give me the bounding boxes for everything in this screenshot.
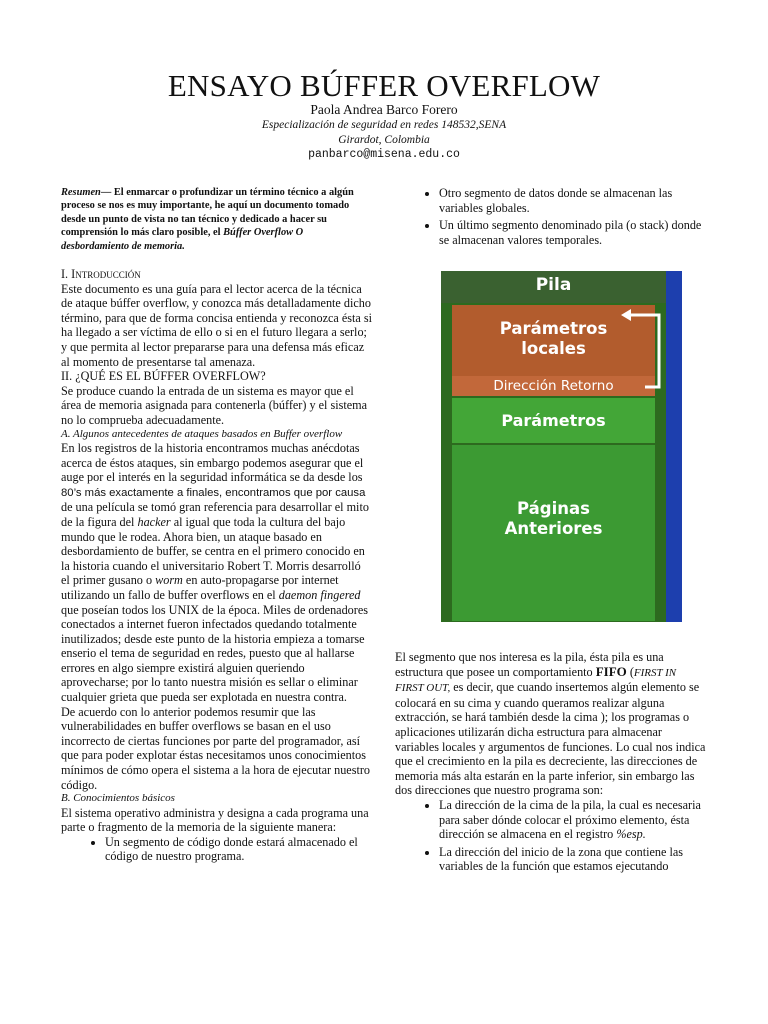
term-fifo: FIFO <box>595 663 627 679</box>
section-heading-2: II. ¿QUÉ ES EL BÚFFER OVERFLOW? <box>61 369 266 384</box>
list-item: • Un último segmento denominado pila (o stack) donde se almacenan valores temporales. <box>439 218 706 247</box>
arrow-icon <box>621 307 665 389</box>
text-run: en auto-propagarse por internet utilizando un fallo de buffer overflows en el <box>61 573 339 602</box>
text-run: El segmento que nos interesa es la pila, ésta pila es una estructura que posee un comportamiento <box>395 650 664 679</box>
term-daemon: daemon fingered <box>278 587 361 602</box>
term-fifo-full: FIRST IN FIRST OUT, <box>395 666 677 695</box>
subsectionA-paragraph-2: De acuerdo con lo anterior podemos resumir que las vulnerabilidades en buffer overflows se basan en el uso incorrecto de ciertas funciones por parte del programador, así que para poder explotar éstas necesitamos unos conocimientos mínimos de cómo opera el sistema a la hora de ejecutar nuestro código. <box>61 704 370 792</box>
text-run: que poseían todos los UNIX de la época. Miles de ordenadores conectados a internet fueron infectados quedando totalmente inutilizados; desde este punto de la historia empieza a tomarse enserio el tema de seguridad en redes, puesto que al hallarse errores en algo siempre existirá alguien queriendo aprovecharse; por lo tanto nuestra misión es sellar o eliminar cualquier grieta que pueda ser explotada en nuestra contra. <box>61 602 368 705</box>
list-item: • Otro segmento de datos donde se almacenan las variables globales. <box>439 186 706 215</box>
term-worm: worm <box>155 573 183 588</box>
abstract-label: Resumen <box>61 187 101 198</box>
bullet-list <box>395 798 706 874</box>
label-parametros: Parámetros <box>501 411 606 430</box>
text-run: 80’s más exactamente a finales, encontramos que por causa <box>61 486 366 499</box>
label-anteriores: Páginas Anteriores <box>504 499 603 538</box>
subsectionA-paragraph-1 <box>61 441 372 705</box>
text-run: ( <box>626 664 634 679</box>
right-column-lower <box>395 650 706 877</box>
left-column <box>61 186 372 867</box>
author-email: panbarco@misena.edu.co <box>308 148 460 161</box>
location: Girardot, Colombia <box>338 134 430 146</box>
section-number: I. <box>61 267 72 282</box>
register-esp: %esp. <box>616 827 646 842</box>
stack-paragraph <box>395 650 706 798</box>
list-item: • La dirección del inicio de la zona que contiene las variables de la función que estamos ejecutando <box>439 845 706 874</box>
text-run: es decir, que cuando insertemos algún elemento se colocará en su cima y cuando queramos realizar alguna extracción, se hará también desde la cima ); los programas o aplicaciones utilizarán dicha estructura para almacenar variables locales y argumentos de funciones. Lo cual nos indica que el crecimiento en la pila es decreciente, las direcciones de memoria más alta estarán en la parte inferior, sin embargo las dos direcciones que nuestro programa son: <box>395 680 706 798</box>
intro-paragraph: Este documento es una guía para el lector acerca de la técnica de ataque búffer overflow, y conozca más detalladamente dicho término, para que de forma concisa entienda y reconozca ésta si ha llegado a ser víctima de ello o si en el futuro llegara a serlo; y que permita al lector prepararse para una defensa más eficaz al momento de presentarse tal amenaza. <box>61 281 372 369</box>
label-pila: Pila <box>535 275 572 295</box>
stack-diagram-figure <box>441 271 682 622</box>
text-run: al igual que toda la cultura del bajo mundo que le rodea. Ahora bien, un ataque basado en desbordamiento de buffer, se centra en el primero conocido en la historia cuando el universitario Robert T. Morris desarrolló el primer gusano o <box>61 514 365 588</box>
label-retorno: Dirección Retorno <box>493 378 614 394</box>
abstract <box>61 186 372 253</box>
bullet-list <box>395 186 706 247</box>
stack-diagram <box>441 271 666 622</box>
section2-paragraph: Se produce cuando la entrada de un sistema es mayor que el área de memoria asignada para contenerla (búffer) y el sistema no lo comprueba adecuadamente. <box>61 383 368 427</box>
bullet-list <box>61 835 372 864</box>
list-item <box>439 798 706 842</box>
text-run: La dirección de la cima de la pila, la cual es necesaria para saber dónde colocar el próximo elemento, ésta dirección se almacena en el registro <box>439 797 701 842</box>
abstract-text: — El enmarcar o profundizar un término técnico a algún proceso se nos es muy importante, he aquí un documento tomado desde un punto de vista no tan técnico y dedicado a hacer su comprensión lo más claro posible, el <box>61 187 354 239</box>
subsectionB-paragraph: El sistema operativo administra y designa a cada programa una parte o fragmento de la memoria de la siguiente manera: <box>61 805 369 835</box>
section-title: Introducción <box>71 267 141 282</box>
label-locales: Parámetros locales <box>499 319 608 358</box>
text-run: de una película se tomó gran referencia para desarrollar el mito de la figura del <box>61 500 369 529</box>
subsection-heading-a: A. Algunos antecedentes de ataques basados en Buffer overflow <box>61 427 343 440</box>
section-heading-intro <box>61 267 372 282</box>
list-item: • Un segmento de código donde estará almacenado el código de nuestro programa. <box>105 835 372 864</box>
affiliation: Especialización de seguridad en redes 148532,SENA <box>261 119 507 131</box>
right-column <box>395 186 706 250</box>
subsection-heading-b: B. Conocimientos básicos <box>61 792 175 805</box>
paper-title: ENSAYO BÚFFER OVERFLOW <box>167 68 601 103</box>
abstract-term: Búffer Overflow O desbordamiento de memoria. <box>61 227 304 252</box>
term-hacker: hacker <box>137 514 171 529</box>
text-run: En los registros de la historia encontramos muchas anécdotas acerca de éstos ataques, sin embargo podemos asegurar que el auge por el interés en la seguridad informática se da desde los <box>61 440 364 485</box>
author-name: Paola Andrea Barco Forero <box>310 102 458 117</box>
